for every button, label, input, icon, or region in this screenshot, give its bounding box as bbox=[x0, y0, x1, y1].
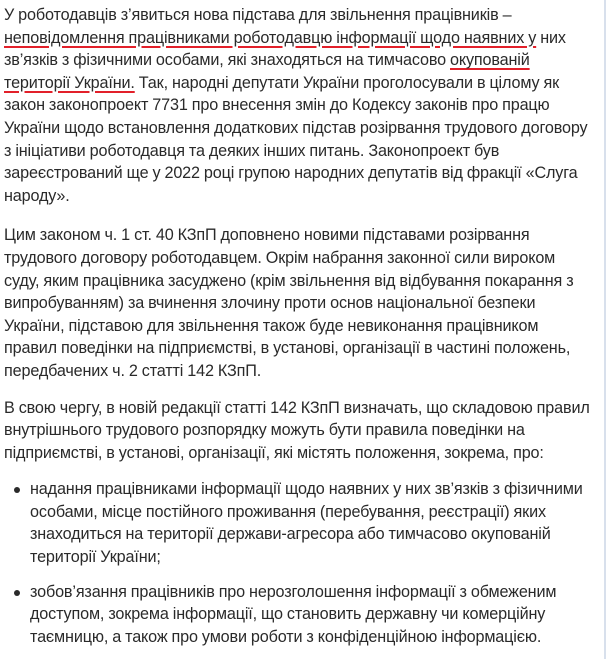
paragraph-3: В свою чергу, в новій редакції статті 142 КЗпП визначать, що складовою правил внутрішнього трудового розпорядку можуть бути правила поведінки на підприємстві, в установі, організації, які містять положення, зокрема, про: bbox=[4, 398, 590, 462]
paragraph-1-lead: У роботодавців з’явиться нова підстава для звільнення працівників – bbox=[4, 6, 512, 24]
paragraph-1-middle: них зв’язків з фізичними особами, які знаходяться на тимчасово bbox=[4, 28, 566, 70]
highlighted-phrase-2: окупованій території України. bbox=[4, 51, 530, 92]
list-item bbox=[30, 478, 594, 568]
highlighted-phrase-1: неповідомлення працівниками роботодавцю інформації щодо наявних у bbox=[4, 28, 537, 47]
paragraph-1-tail: Так, народні депутати України проголосували в цілому як закон законопроект 7731 про внесення змін до Кодексу законів про працю України щодо встановлення додаткових підстав розірвання трудового договору з ініціативи роботодавця та деяких інших питань. Законопроект був зареєстрований ще у 2022 році групою народних депутатів від фракції «Слуга народу». bbox=[4, 73, 588, 205]
list-item-text: надання працівниками інформації щодо наявних у них зв’язків з фізичними особами, місце постійного проживання (перебування, реєстрації) яких знаходиться на території держави-агресора або тимчасово окупованій території України; bbox=[30, 480, 583, 567]
paragraph-2: Цим законом ч. 1 ст. 40 КЗпП доповнено новими підставами розірвання трудового договору роботодавцем. Окрім набрання законної сили вироком суду, яким працівника засуджено (крім звільнення від відбування покарання з випробуванням) за вчинення злочину проти основ національної безпеки України, підставою для звільнення також буде невиконання працівником правил поведінки на підприємстві, в установі, організації в частині положень, передбачених ч. 2 статті 142 КЗпП. bbox=[4, 226, 574, 380]
bullet-icon bbox=[14, 590, 20, 596]
provisions-list bbox=[4, 478, 594, 648]
list-item-text: зобов’язання працівників про нерозголошення інформації з обмеженим доступом, зокрема інформації, що становить державну чи комерційну таємницю, а також про умови роботи з конфіденційною інформацією. bbox=[30, 582, 557, 646]
paragraph-1 bbox=[4, 4, 594, 207]
right-border bbox=[604, 0, 606, 659]
bullet-icon bbox=[14, 487, 20, 493]
list-item bbox=[30, 581, 594, 649]
